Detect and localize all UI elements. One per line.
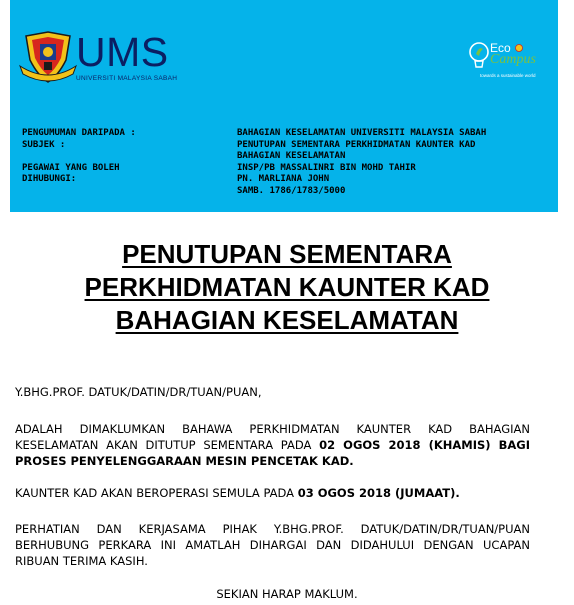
meta-row <box>22 151 557 163</box>
meta-label <box>22 186 237 198</box>
paragraph-thanks: PERHATIAN DAN KERJASAMA PIHAK Y.BHG.PROF. DATUK/DATIN/DR/TUAN/PUAN BERHUBUNG PERKARA INI AMATLAH DIHARGAI DAN DIDAHULUI DENGAN UCAPAN RIBUAN TERIMA KASIH. <box>15 522 530 568</box>
meta-value: INSP/PB MASSALINRI BIN MOHD TAHIR <box>237 162 416 173</box>
meta-value: SAMB. 1786/1783/5000 <box>237 185 346 196</box>
meta-value: PENUTUPAN SEMENTARA PERKHIDMATAN KAUNTER KAD <box>237 139 476 150</box>
meta-value: BAHAGIAN KESELAMATAN UNIVERSITI MALAYSIA SABAH <box>237 128 487 138</box>
salutation: Y.BHG.PROF. DATUK/DATIN/DR/TUAN/PUAN, <box>15 385 262 399</box>
title-line-3: BAHAGIAN KESELAMATAN <box>115 305 459 335</box>
eco-text: Eco <box>490 41 511 55</box>
paragraph-closure-notice <box>15 421 530 469</box>
meta-row <box>22 174 557 186</box>
eco-campus-logo <box>466 40 548 90</box>
ums-logo-text: UMS <box>76 29 169 75</box>
ums-crest-logo <box>18 30 78 86</box>
meta-row <box>22 163 557 175</box>
meta-value: PN. MARLIANA JOHN <box>237 174 330 184</box>
lightbulb-icon <box>466 40 492 74</box>
paragraph-reopening <box>15 485 530 501</box>
meta-row <box>22 140 557 152</box>
meta-label: DIHUBUNGI: <box>22 174 77 184</box>
paragraph-text: ADALAH DIMAKLUMKAN BAHAWA PERKHIDMATAN KAUNTER KAD BAHAGIAN KESELAMATAN AKAN DITUTUP SEMENTARA PADA <box>15 422 530 452</box>
title-line-1: PENUTUPAN SEMENTARA <box>122 239 452 269</box>
eco-tagline: towards a sustainable world <box>480 73 536 78</box>
meta-label: SUBJEK : <box>22 139 66 150</box>
announcement-title <box>0 238 574 337</box>
meta-label: PEGAWAI YANG BOLEH <box>22 162 120 173</box>
ums-logo-subtitle: UNIVERSITI MALAYSIA SABAH <box>76 75 178 82</box>
meta-row <box>22 186 557 198</box>
closing-line: SEKIAN HARAP MAKLUM. <box>216 587 358 601</box>
announcement-meta <box>22 128 557 197</box>
paragraph-highlight: 03 OGOS 2018 (JUMAAT). <box>297 486 460 500</box>
paragraph-text: KAUNTER KAD AKAN BEROPERASI SEMULA PADA <box>15 486 298 500</box>
title-line-2: PERKHIDMATAN KAUNTER KAD <box>84 272 490 302</box>
paragraph-highlight: 02 OGOS 2018 (KHAMIS) BAGI PROSES PENYELENGGARAAN MESIN PENCETAK KAD. <box>15 438 530 468</box>
header-banner <box>10 0 558 212</box>
meta-label: PENGUMUMAN DARIPADA : <box>22 128 136 138</box>
meta-row <box>22 128 557 140</box>
meta-label <box>22 151 237 163</box>
meta-value: BAHAGIAN KESELAMATAN <box>237 151 346 161</box>
eco-badge-icon <box>515 44 523 52</box>
campus-text: Campus <box>490 52 536 67</box>
